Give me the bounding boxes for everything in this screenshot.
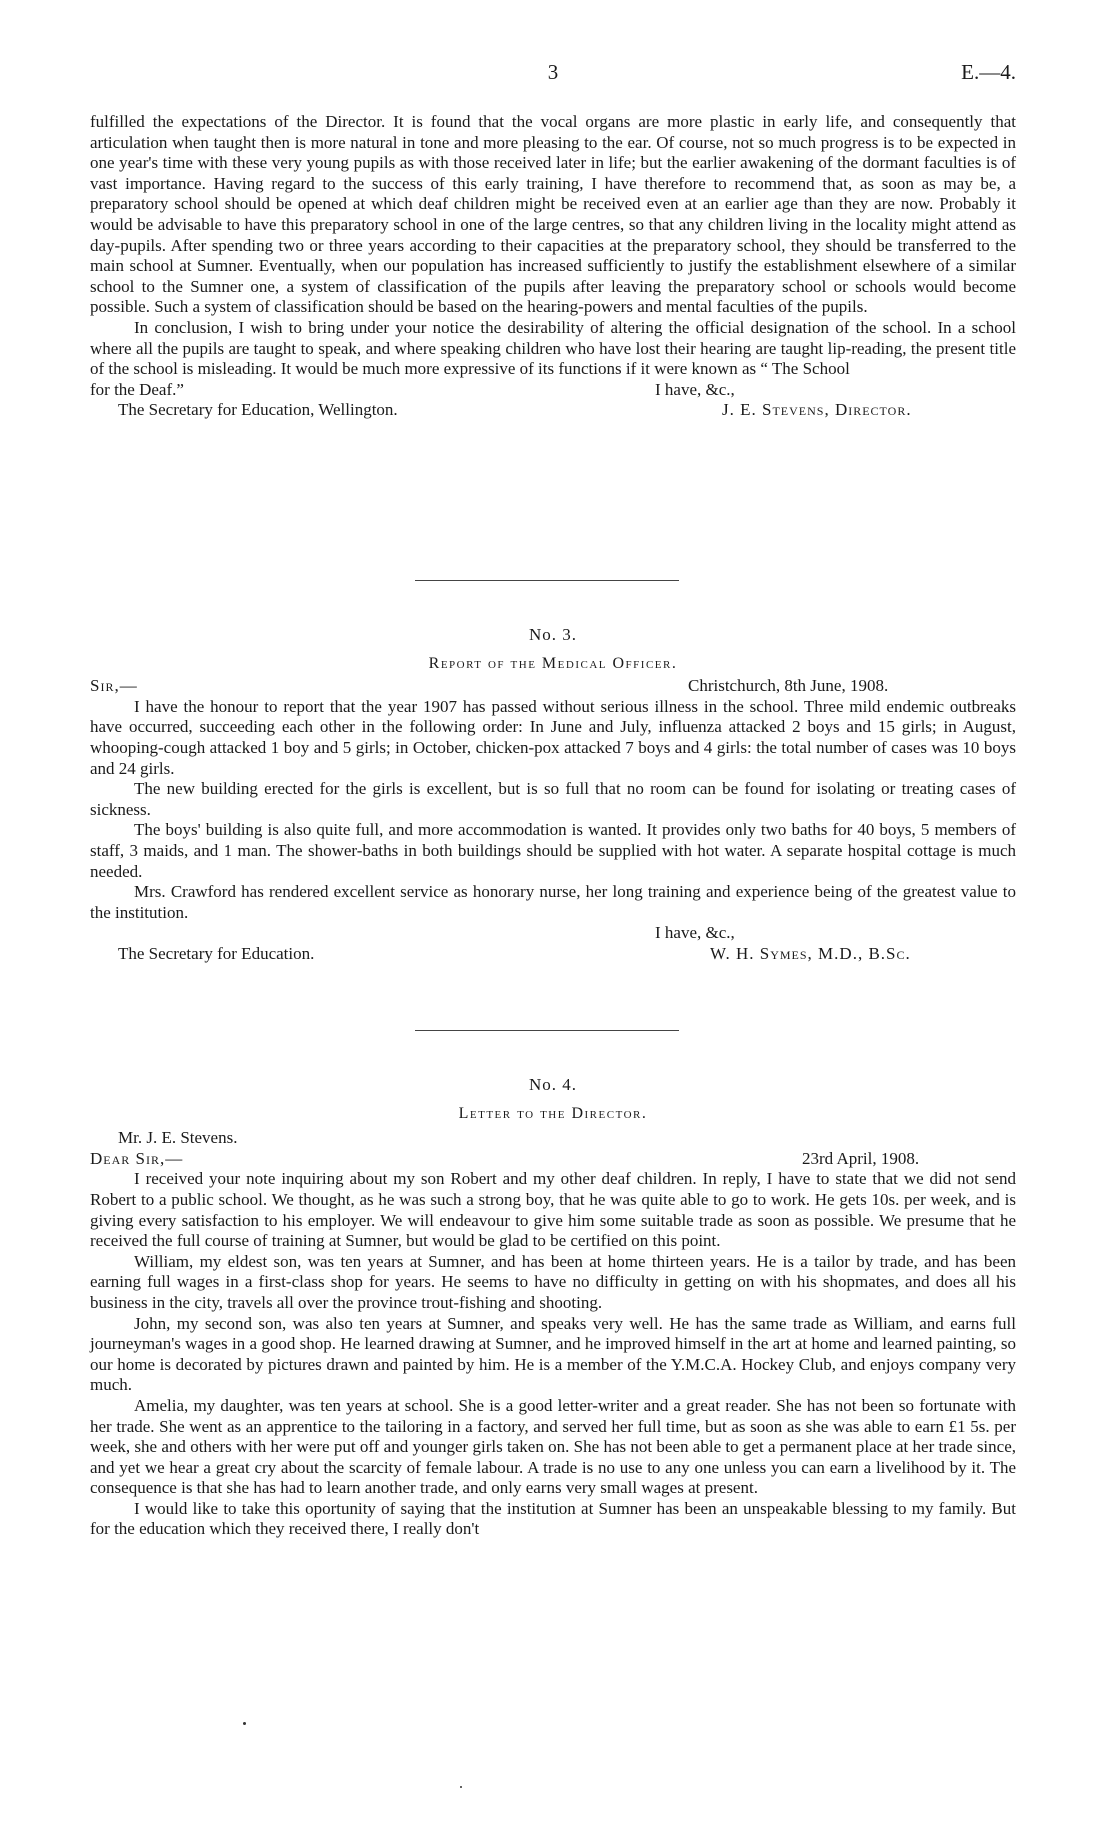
conclusion-paragraph: In conclusion, I wish to bring under your notice the desirability of altering the official designation of the school. In a school where all the pupils are taught to speak, and where speaking children who have lost their hearing are taught lip-reading, the present title of the school is misleading. It would be much more expressive of its functions if it were known as “ The School: [90, 317, 1016, 379]
recipient: Mr. J. E. Stevens.: [118, 1128, 238, 1148]
print-speck: [460, 1786, 462, 1788]
salutation: Sir,—: [90, 676, 138, 696]
salutation-row: [90, 676, 1016, 697]
closing-line: [90, 923, 1016, 944]
letter-paragraph: William, my eldest son, was ten years at Sumner, and has been at home thirteen years. He is a tailor by trade, and has been earning full wages in a first-class shop for years. He seems to have no difficulty in getting on with his shopmates, and does all his business in the city, travels all over the province trout-fishing and shooting.: [90, 1251, 1016, 1312]
addressee: The Secretary for Education.: [118, 943, 315, 963]
page-number: 3: [547, 60, 559, 84]
conclusion-paragraph-end: for the Deaf.”: [90, 379, 184, 399]
place-date: Christchurch, 8th June, 1908.: [688, 676, 889, 696]
letter-number: No. 4.: [528, 1075, 578, 1094]
letter-date: 23rd April, 1908.: [802, 1148, 920, 1168]
signature-line: [90, 400, 1016, 421]
director-report-continuation: [90, 112, 1016, 421]
report-paragraph: The new building erected for the girls is excellent, but is so full that no room can be found for isolating or treating cases of sickness.: [90, 779, 1016, 819]
signature-line: [90, 944, 1016, 965]
print-speck: [243, 1722, 246, 1725]
section-divider: [415, 1030, 679, 1031]
letter-to-director: [90, 1075, 1016, 1540]
letter-paragraph: I would like to take this oportunity of saying that the institution at Sumner has been an unspeakable blessing to my family. But for the education which they received there, I really don't: [90, 1498, 1016, 1539]
closing-formula: I have, &c.,: [655, 923, 735, 943]
signature: W. H. Symes, M.D., B.Sc.: [710, 943, 911, 963]
closing-formula: I have, &c.,: [655, 379, 735, 399]
section-divider: [415, 580, 679, 581]
report-title: Report of the Medical Officer.: [428, 654, 678, 672]
continuation-paragraph: fulfilled the expectations of the Director. It is found that the vocal organs are more plastic in early life, and consequently that articulation when taught then is more natural in tone and more pleasing to the ear. Of course, not so much progress is to be expected in one year's time with these very young pupils as with those received later in life; but the earlier awakening of the dormant faculties is of vast importance. Having regard to the success of this early training, I have therefore to recommend that, as soon as may be, a preparatory school should be opened at which deaf children might be received even at an earlier age than they are now. Probably it would be advisable to have this preparatory school in one of the large centres, so that any children living in the locality might attend as day-pupils. After spending two or three years according to their capacities at the preparatory school, they should be transferred to the main school at Sumner. Eventually, when our population has increased sufficiently to justify the establishment elsewhere of a similar school to the Sumner one, a system of classification of the pupils after leaving the preparatory school or schools would become possible. Such a system of classification should be based on the hearing-powers and mental faculties of the pupils.: [90, 112, 1016, 317]
medical-officer-report: [90, 625, 1016, 965]
report-paragraph: Mrs. Crawford has rendered excellent service as honorary nurse, her long training and experience being of the greatest value to the institution.: [90, 882, 1016, 922]
salutation: Dear Sir,—: [90, 1148, 184, 1168]
letter-paragraph: Amelia, my daughter, was ten years at school. She is a good letter-writer and a great reader. She has not been so fortunate with her trade. She went as an apprentice to the tailoring in a factory, and served her full time, but as soon as she was able to earn £1 5s. per week, she and others with her were put off and younger girls taken on. She has not been able to get a permanent place at her trade since, and yet we hear a great cry about the scarcity of female labour. A trade is no use to any one unless you can earn a livelihood by it. The consequence is that she has had to learn another trade, and only earns very small wages at present.: [90, 1395, 1016, 1498]
recipient-row: [90, 1128, 1016, 1149]
document-reference: E.—4.: [961, 60, 1016, 84]
salutation-row: [90, 1149, 1016, 1170]
letter-paragraph: John, my second son, was also ten years at Sumner, and speaks very well. He has the same trade as William, and earns full journeyman's wages in a good shop. He learned drawing at Sumner, and he improved himself in the art at home and learned painting, so our home is decorated by pictures drawn and painted by him. He is a member of the Y.M.C.A. Hockey Club, and enjoys company very much.: [90, 1313, 1016, 1395]
closing-line: [90, 380, 1016, 401]
letter-paragraph: I received your note inquiring about my son Robert and my other deaf children. In reply, I have to state that we did not send Robert to a public school. We thought, as he was such a strong boy, that he was quite able to go to work. He gets 10s. per week, and is giving every satisfaction to his employer. We will endeavour to give him some suitable trade as soon as possible. We presume that he received the full course of training at Sumner, but would be glad to be certified on this point.: [90, 1169, 1016, 1251]
letter-title: Letter to the Director.: [458, 1104, 648, 1122]
report-paragraph: The boys' building is also quite full, and more accommodation is wanted. It provides only two baths for 40 boys, 5 members of staff, 3 maids, and 1 man. The shower-baths in both buildings should be supplied with hot water. A separate hospital cottage is much needed.: [90, 820, 1016, 881]
addressee: The Secretary for Education, Wellington.: [118, 400, 398, 420]
page-header: [90, 60, 1016, 90]
report-number: No. 3.: [528, 625, 578, 644]
signature: J. E. Stevens, Director.: [722, 400, 912, 420]
report-paragraph: I have the honour to report that the year 1907 has passed without serious illness in the school. Three mild endemic outbreaks have occurred, succeeding each other in the following order: In June and July, influenza attacked 2 boys and 15 girls; in August, whooping-cough attacked 1 boy and 5 girls; in October, chicken-pox attacked 7 boys and 4 girls: the total number of cases was 10 boys and 24 girls.: [90, 696, 1016, 778]
